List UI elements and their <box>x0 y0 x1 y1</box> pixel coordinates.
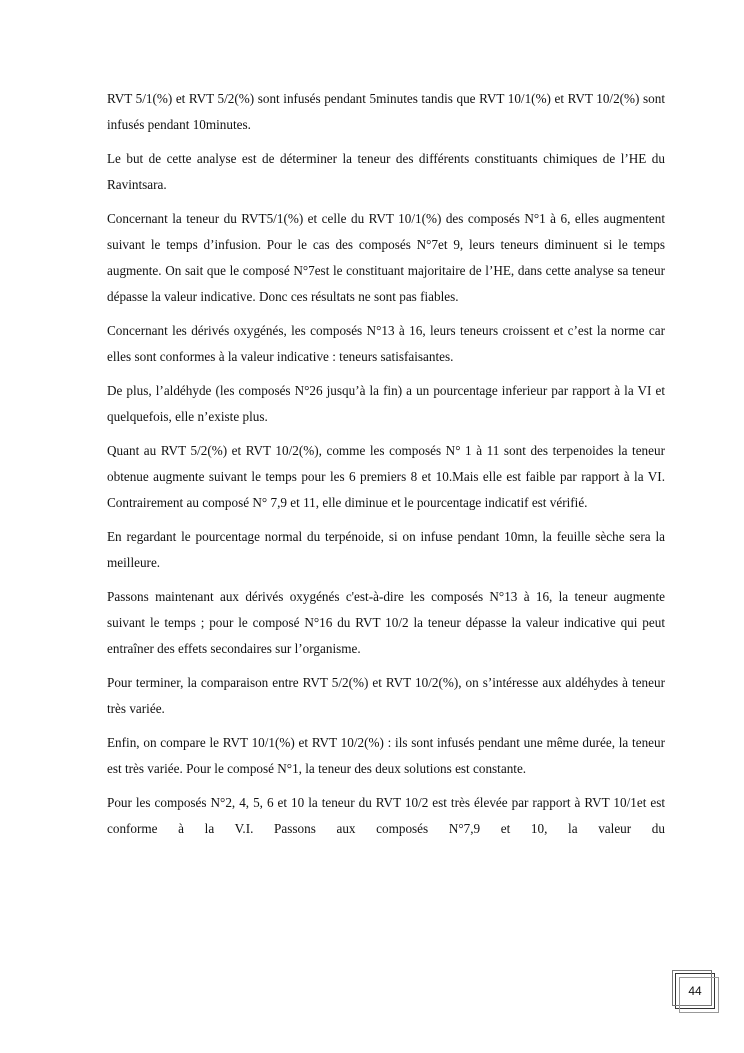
page-number: 44 <box>688 984 702 998</box>
paragraph-analysis-goal: Le but de cette analyse est de déterminer la teneur des différents constituants chimiques de l’HE du Ravintsara. <box>107 151 665 192</box>
document-body <box>107 86 665 850</box>
paragraph-oxygenated-derivatives: Concernant les dérivés oxygénés, les composés N°13 à 16, leurs teneurs croissent et c’est la norme car elles sont conformes à la valeur indicative : teneurs satisfaisantes. <box>107 323 665 364</box>
paragraph-rvt-10-1-vs-10-2: Enfin, on compare le RVT 10/1(%) et RVT 10/2(%) : ils sont infusés pendant une même durée, la teneur est très variée. Pour le composé N°1, la teneur des deux solutions est constante. <box>107 735 665 776</box>
paragraph-rvt-5-2-vs-10-2: Quant au RVT 5/2(%) et RVT 10/2(%), comme les composés N° 1 à 11 sont des terpenoides la teneur obtenue augmente suivant le temps pour les 6 premiers 8 et 10.Mais elle est faible par rapport à la VI. Contrairement au composé N° 7,9 et 11, elle diminue et le pourcentage indicatif est vérifié. <box>107 443 665 510</box>
paragraph-compounds-1-to-6: Concernant la teneur du RVT5/1(%) et celle du RVT 10/1(%) des composés N°1 à 6, elles augmentent suivant le temps d’infusion. Pour le cas des composés N°7et 9, leurs teneurs diminuent si le temps augmente. On sait que le composé N°7est le constituant majoritaire de l’HE, dans cette analyse sa teneur dépasse la valeur indicative. Donc ces résultats ne sont pas fiables. <box>107 211 665 304</box>
page-number-box <box>675 973 715 1009</box>
paragraph-infusion-times: RVT 5/1(%) et RVT 5/2(%) sont infusés pendant 5minutes tandis que RVT 10/1(%) et RVT 10/2(%) sont infusés pendant 10minutes. <box>107 91 665 132</box>
paragraph-terpenoid: En regardant le pourcentage normal du terpénoide, si on infuse pendant 10mn, la feuille sèche sera la meilleure. <box>107 529 665 570</box>
paragraph-aldehyde: De plus, l’aldéhyde (les composés N°26 jusqu’à la fin) a un pourcentage inferieur par rapport à la VI et quelquefois, elle n’existe plus. <box>107 383 665 424</box>
paragraph-compounds-2-to-10: Pour les composés N°2, 4, 5, 6 et 10 la teneur du RVT 10/2 est très élevée par rapport à RVT 10/1et est conforme à la V.I. Passons aux composés N°7,9 et 10, la valeur du <box>107 795 665 836</box>
paragraph-oxygenated-13-16: Passons maintenant aux dérivés oxygénés c'est-à-dire les composés N°13 à 16, la teneur augmente suivant le temps ; pour le composé N°16 du RVT 10/2 la teneur dépasse la valeur indicative qui peut entraîner des effets secondaires sur l’organisme. <box>107 589 665 656</box>
paragraph-comparison-aldehydes: Pour terminer, la comparaison entre RVT 5/2(%) et RVT 10/2(%), on s’intéresse aux aldéhydes à teneur très variée. <box>107 675 665 716</box>
